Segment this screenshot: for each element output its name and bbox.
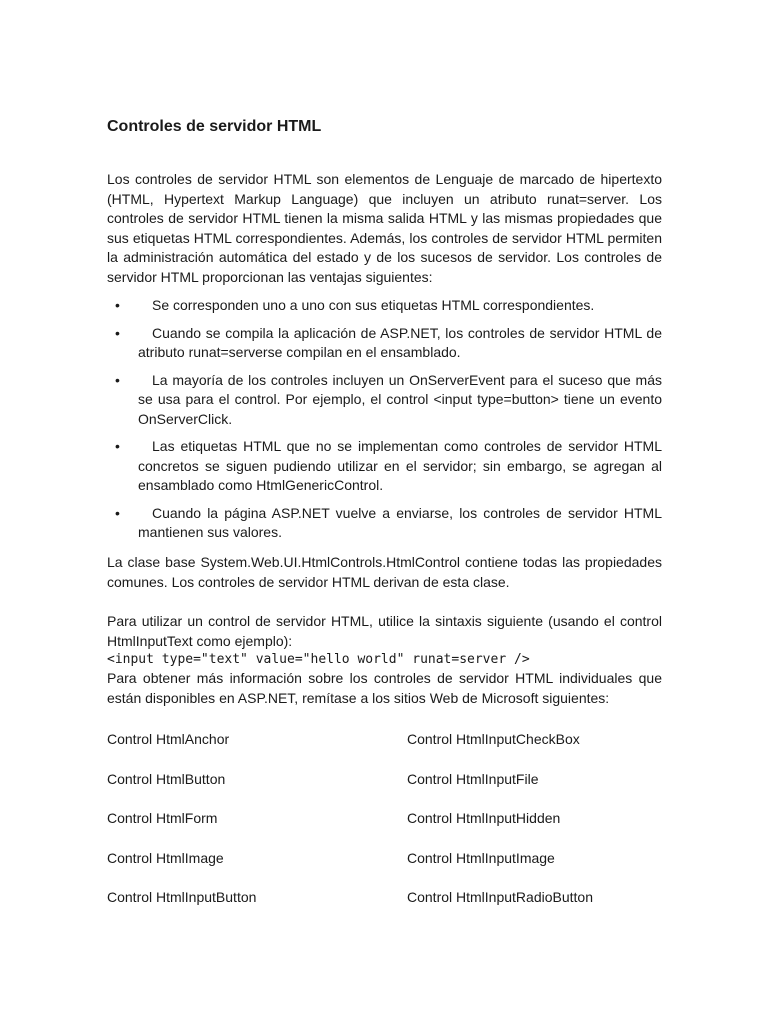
- control-link[interactable]: Control HtmlInputImage: [407, 849, 555, 866]
- bullet-icon: •: [115, 324, 120, 341]
- control-link[interactable]: Control HtmlInputFile: [407, 770, 539, 787]
- list-item: [107, 504, 662, 543]
- list-item-text: Las etiquetas HTML que no se implementan como controles de servidor HTML concretos se siguen pudiendo utilizar en el servidor; sin embargo, se agregan al ensamblado como HtmlGenericControl.: [138, 438, 662, 493]
- control-link[interactable]: Control HtmlInputHidden: [407, 810, 561, 826]
- list-item: [107, 324, 662, 363]
- link-row: [107, 809, 662, 849]
- control-links-list: [107, 730, 662, 928]
- control-link[interactable]: Control HtmlForm: [107, 810, 218, 826]
- more-info-paragraph: Para obtener más información sobre los controles de servidor HTML individuales que están disponibles en ASP.NET, remítase a los sitios Web de Microsoft siguientes:: [107, 670, 662, 706]
- link-row: [107, 730, 662, 770]
- list-item: [107, 437, 662, 496]
- bullet-icon: •: [115, 371, 120, 388]
- control-link[interactable]: Control HtmlImage: [107, 849, 224, 866]
- list-item: [107, 296, 662, 316]
- control-link[interactable]: Control HtmlInputButton: [107, 889, 257, 905]
- list-item-text: La mayoría de los controles incluyen un OnServerEvent para el suceso que más se usa para el control. Por ejemplo, el control <input type=button> tiene un evento OnServerClick.: [138, 371, 662, 427]
- advantages-list: [107, 296, 662, 551]
- list-item-text: Cuando se compila la aplicación de ASP.NET, los controles de servidor HTML de atributo runat=serverse compilan en el ensamblado.: [138, 324, 662, 360]
- control-link[interactable]: Control HtmlAnchor: [107, 731, 230, 747]
- list-item: [107, 371, 662, 430]
- link-row: [107, 888, 662, 928]
- link-row: [107, 849, 662, 889]
- link-row: [107, 770, 662, 810]
- bullet-icon: •: [115, 297, 120, 313]
- page-title: Controles de servidor HTML: [107, 118, 322, 135]
- control-link[interactable]: Control HtmlButton: [107, 770, 226, 787]
- code-example: <input type="text" value="hello world" runat=server />: [107, 652, 530, 667]
- bullet-icon: •: [115, 504, 120, 521]
- control-link[interactable]: Control HtmlInputRadioButton: [407, 889, 593, 905]
- intro-paragraph: Los controles de servidor HTML son elementos de Lenguaje de marcado de hipertexto (HTML, Hypertext Markup Language) que incluyen un atributo runat=server. Los controles de servidor HTML tienen la misma salida HTML y las mismas propiedades que sus etiquetas HTML correspondientes. Además, los controles de servidor HTML permiten la administración automática del estado y de los sucesos de servidor. Los controles de servidor HTML proporcionan las ventajas siguientes:: [107, 171, 662, 285]
- syntax-intro-paragraph: Para utilizar un control de servidor HTML, utilice la sintaxis siguiente (usando el control HtmlInputText como ejemplo):: [107, 613, 662, 649]
- list-item-text: Cuando la página ASP.NET vuelve a enviarse, los controles de servidor HTML mantienen sus valores.: [138, 504, 662, 540]
- base-class-paragraph: La clase base System.Web.UI.HtmlControls.HtmlControl contiene todas las propiedades comunes. Los controles de servidor HTML derivan de esta clase.: [107, 554, 662, 590]
- list-item-text: Se corresponden uno a uno con sus etiquetas HTML correspondientes.: [152, 297, 595, 313]
- control-link[interactable]: Control HtmlInputCheckBox: [407, 731, 580, 747]
- bullet-icon: •: [115, 438, 120, 454]
